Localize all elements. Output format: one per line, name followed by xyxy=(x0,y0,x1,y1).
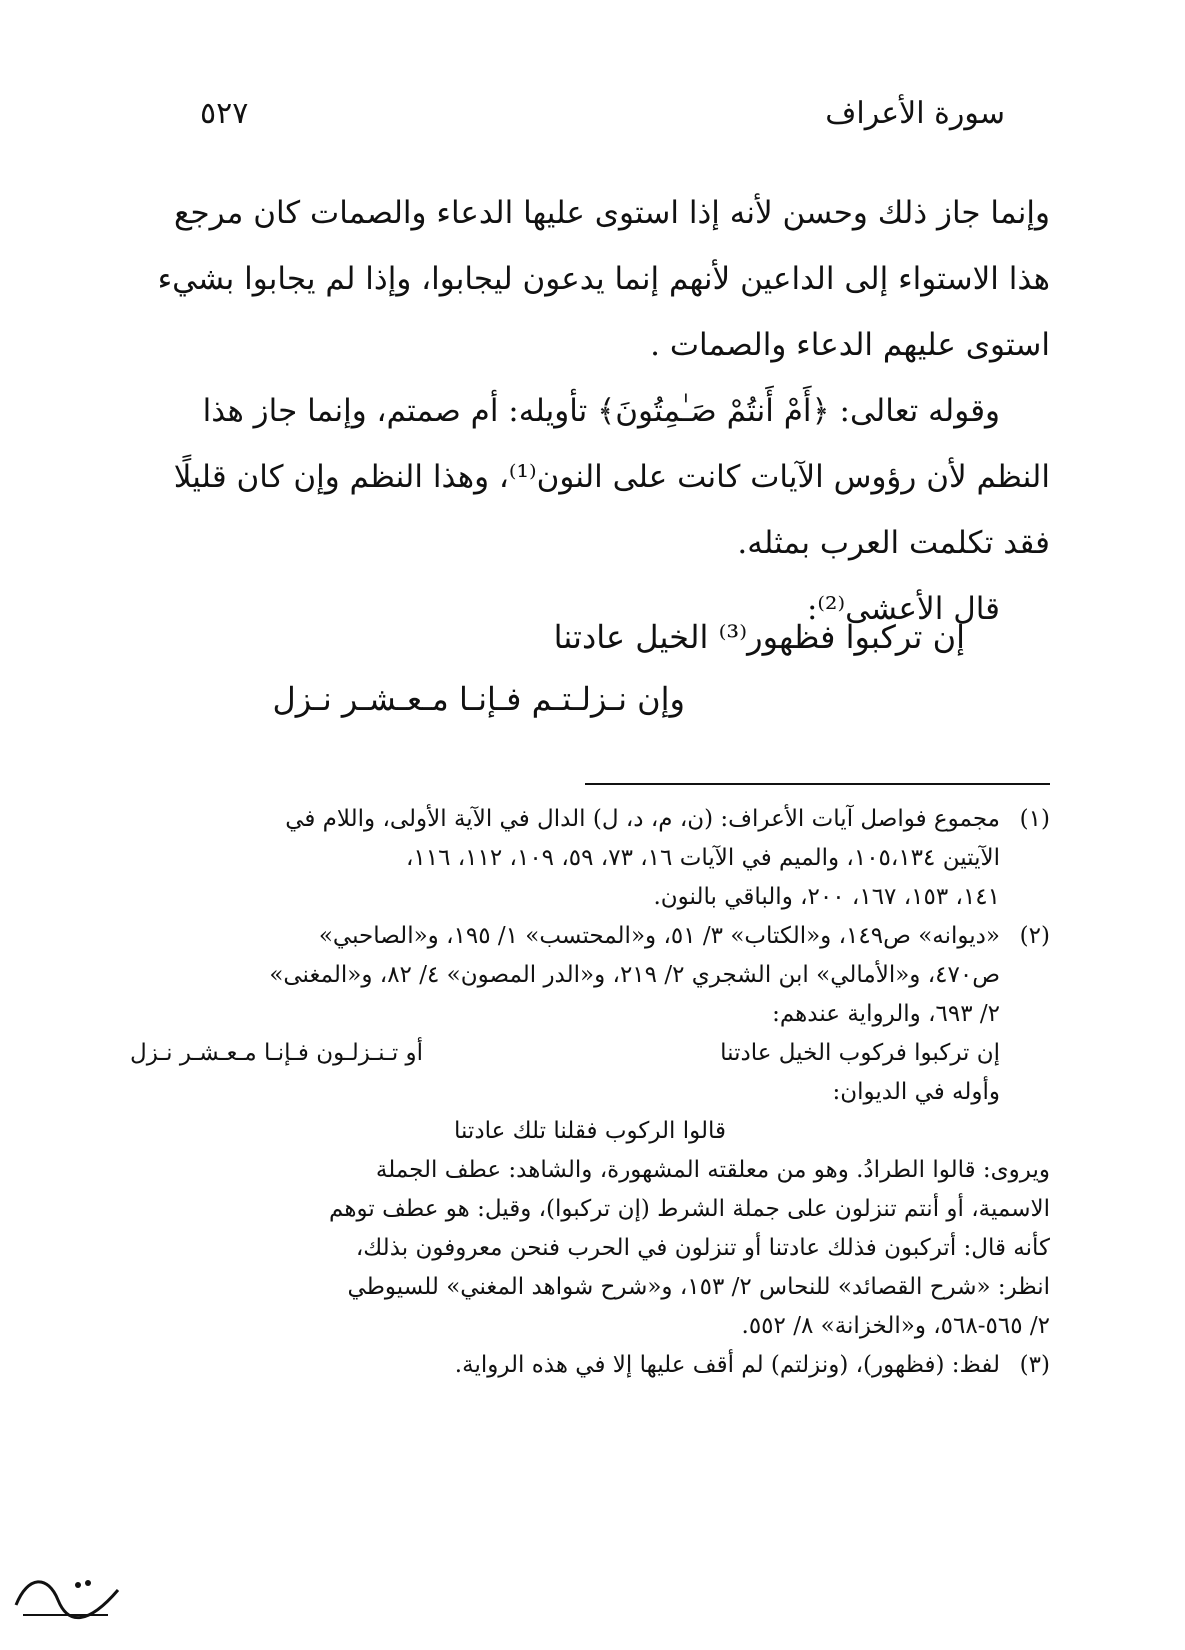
footnote-line: كأنه قال: أتركبون فذلك عادتنا أو تنزلون في الحرب فنحن معروفون بذلك، xyxy=(355,1235,1050,1261)
footnote-verse xyxy=(130,1034,1050,1073)
main-line: النظم لأن رؤوس الآيات كانت على النون⁽¹⁾، وهذا النظم وإن كان قليلًا xyxy=(173,459,1050,495)
main-line: وإنما جاز ذلك وحسن لأنه إذا استوى عليها الدعاء والصمات كان مرجع xyxy=(174,195,1050,231)
footnote-number: (٢) xyxy=(1019,923,1050,949)
footnote-line: الآيتين ١٠٥،١٣٤، والميم في الآيات ١٦، ٧٣، ٥٩، ١٠٩، ١١٢، ١١٦، xyxy=(405,845,1000,871)
footnote-line: انظر: «شرح القصائد» للنحاس ٢/ ١٥٣، و«شرح شواهد المغني» للسيوطي xyxy=(347,1274,1050,1300)
footnote-text: مجموع فواصل آيات الأعراف: (ن، م، د، ل) الدال في الآية الأولى، واللام في xyxy=(285,806,1000,832)
verse-first-hemistich: إن تركبوا فظهور⁽³⁾ الخيل عادتنا xyxy=(553,618,965,656)
footnote-line xyxy=(130,800,1050,839)
running-header-title: سورة الأعراف xyxy=(825,96,1005,131)
watermark-logo xyxy=(8,1565,128,1635)
footnote-line: وأوله في الديوان: xyxy=(832,1079,1000,1105)
footnote-text: لفظ: (فظهور)، (ونزلتم) لم أقف عليها إلا في هذه الرواية. xyxy=(454,1352,1000,1378)
footnote-verse-first: إن تركبوا فركوب الخيل عادتنا xyxy=(720,1040,1000,1066)
footnote-line: ٢/ ٥٦٥-٥٦٨، و«الخزانة» ٨/ ٥٥٢. xyxy=(741,1313,1050,1339)
footnote-centered-verse: قالوا الركوب فقلنا تلك عادتنا xyxy=(453,1118,726,1144)
poet-intro: قال الأعشى⁽²⁾: xyxy=(806,591,1000,627)
main-line: وقوله تعالى: ﴿أَمْ أَنتُمْ صَـٰمِتُونَ﴾ تأويله: أم صمتم، وإنما جاز هذا xyxy=(202,393,1000,429)
footnote-separator xyxy=(585,783,1050,785)
footnote-text: «ديوانه» ص١٤٩، و«الكتاب» ٣/ ٥١، و«المحتسب» ١/ ١٩٥، و«الصاحبي» xyxy=(318,923,1000,949)
footnote-line: الاسمية، أو أنتم تنزلون على جملة الشرط (إن تركبوا)، وقيل: هو عطف توهم xyxy=(329,1196,1050,1222)
footnote-number: (١) xyxy=(1019,806,1050,832)
footnote-line xyxy=(130,1346,1050,1385)
footnote-verse-second: أو تـنـزلـون فـإنـا مـعـشـر نـزل xyxy=(130,1040,424,1066)
page-number: ٥٢٧ xyxy=(200,96,249,131)
footnote-line xyxy=(130,917,1050,956)
footnote-line: ص٤٧٠، و«الأمالي» ابن الشجري ٢/ ٢١٩، و«الدر المصون» ٤/ ٨٢، و«المغنى» xyxy=(269,962,1000,988)
footnote-line: ٢/ ٦٩٣، والرواية عندهم: xyxy=(772,1001,1000,1027)
verse-second-hemistich: وإن نـزلـتـم فـإنـا مـعـشـر نـزل xyxy=(272,680,685,718)
footnote-line: ويروى: قالوا الطرادُ. وهو من معلقته المشهورة، والشاهد: عطف الجملة xyxy=(375,1157,1050,1183)
footnote-number: (٣) xyxy=(1019,1352,1050,1378)
main-line: هذا الاستواء إلى الداعين لأنهم إنما يدعون ليجابوا، وإذا لم يجابوا بشيء xyxy=(157,261,1050,297)
footnote-line: ١٤١، ١٥٣، ١٦٧، ٢٠٠، والباقي بالنون. xyxy=(653,884,1000,910)
main-text xyxy=(130,180,1050,642)
footnotes xyxy=(130,800,1050,1385)
main-line: فقد تكلمت العرب بمثله. xyxy=(737,525,1050,561)
main-line: استوى عليهم الدعاء والصمات . xyxy=(650,327,1050,363)
